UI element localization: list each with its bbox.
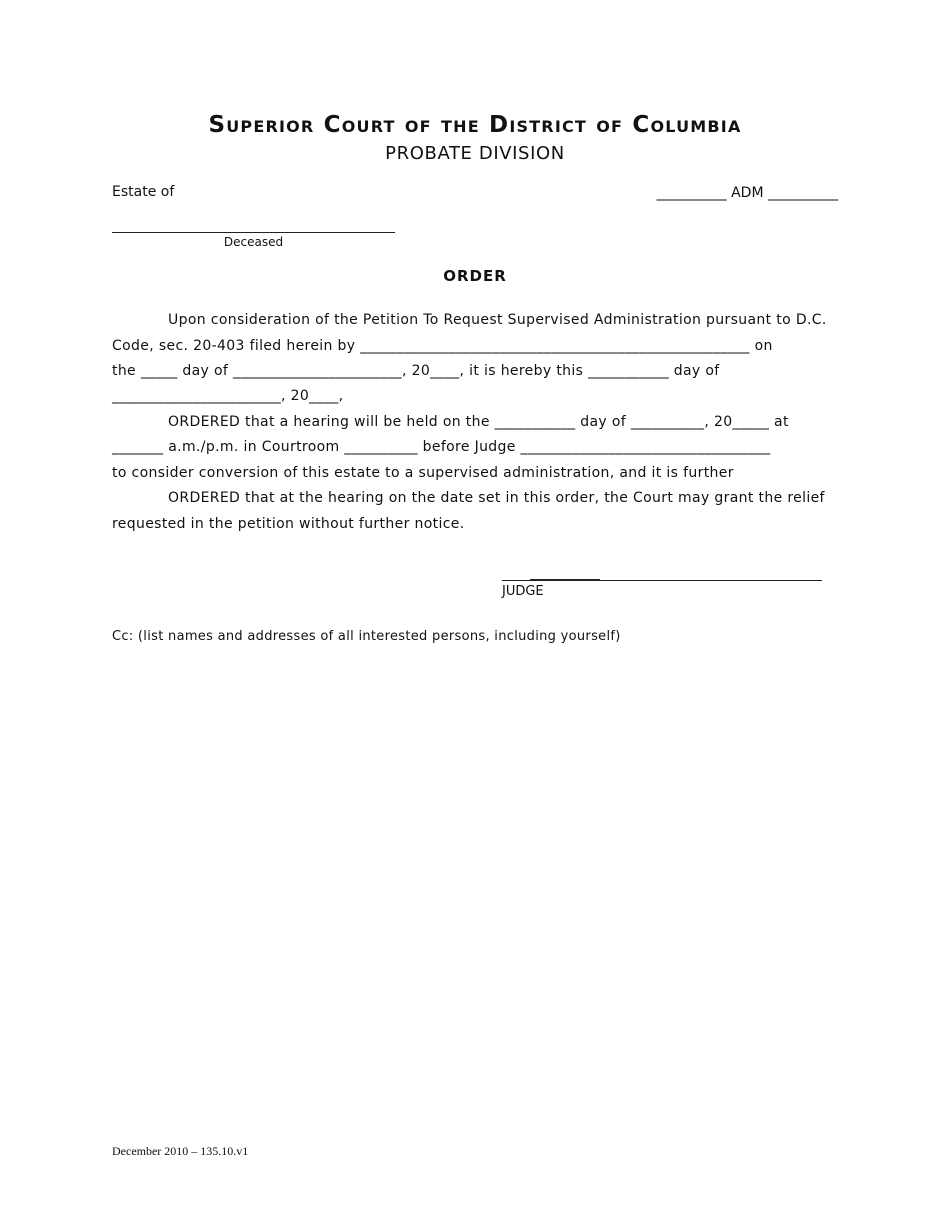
order-heading: ORDER bbox=[443, 267, 507, 285]
judge-label: JUDGE bbox=[502, 584, 544, 599]
petitioner-field-line[interactable]: Code, sec. 20-403 filed herein by _____________________________________________________ on bbox=[112, 338, 773, 354]
order-date-line[interactable]: _______________________, 20____, bbox=[112, 388, 344, 404]
order-text-line: requested in the petition without further notice. bbox=[112, 516, 465, 532]
division-title: PROBATE DIVISION bbox=[385, 143, 565, 164]
deceased-name-field[interactable] bbox=[112, 219, 395, 233]
form-version-footer: December 2010 – 135.10.v1 bbox=[112, 1144, 249, 1158]
order-text-line: to consider conversion of this estate to a supervised administration, and it is further bbox=[112, 465, 734, 481]
deceased-label: Deceased bbox=[223, 235, 284, 249]
order-text-line: Upon consideration of the Petition To Request Supervised Administration pursuant to D.C. bbox=[168, 312, 827, 328]
hearing-date-line[interactable]: ORDERED that a hearing will be held on the ___________ day of __________, 20_____ at bbox=[168, 414, 789, 430]
adm-number-field[interactable]: __________ ADM __________ bbox=[656, 185, 838, 201]
signature-mark bbox=[530, 579, 600, 580]
court-title: Superior Court of the District of Columbia bbox=[208, 112, 742, 138]
estate-of-label: Estate of bbox=[112, 184, 175, 200]
cc-instructions: Cc: (list names and addresses of all interested persons, including yourself) bbox=[112, 629, 621, 644]
hearing-time-courtroom-judge-line[interactable]: _______ a.m./p.m. in Courtroom __________ before Judge __________________________________ bbox=[112, 439, 771, 455]
petition-date-line[interactable]: the _____ day of _______________________, 20____, it is hereby this ___________ day of bbox=[112, 363, 720, 379]
order-text-line: ORDERED that at the hearing on the date set in this order, the Court may grant the relief bbox=[168, 490, 825, 506]
